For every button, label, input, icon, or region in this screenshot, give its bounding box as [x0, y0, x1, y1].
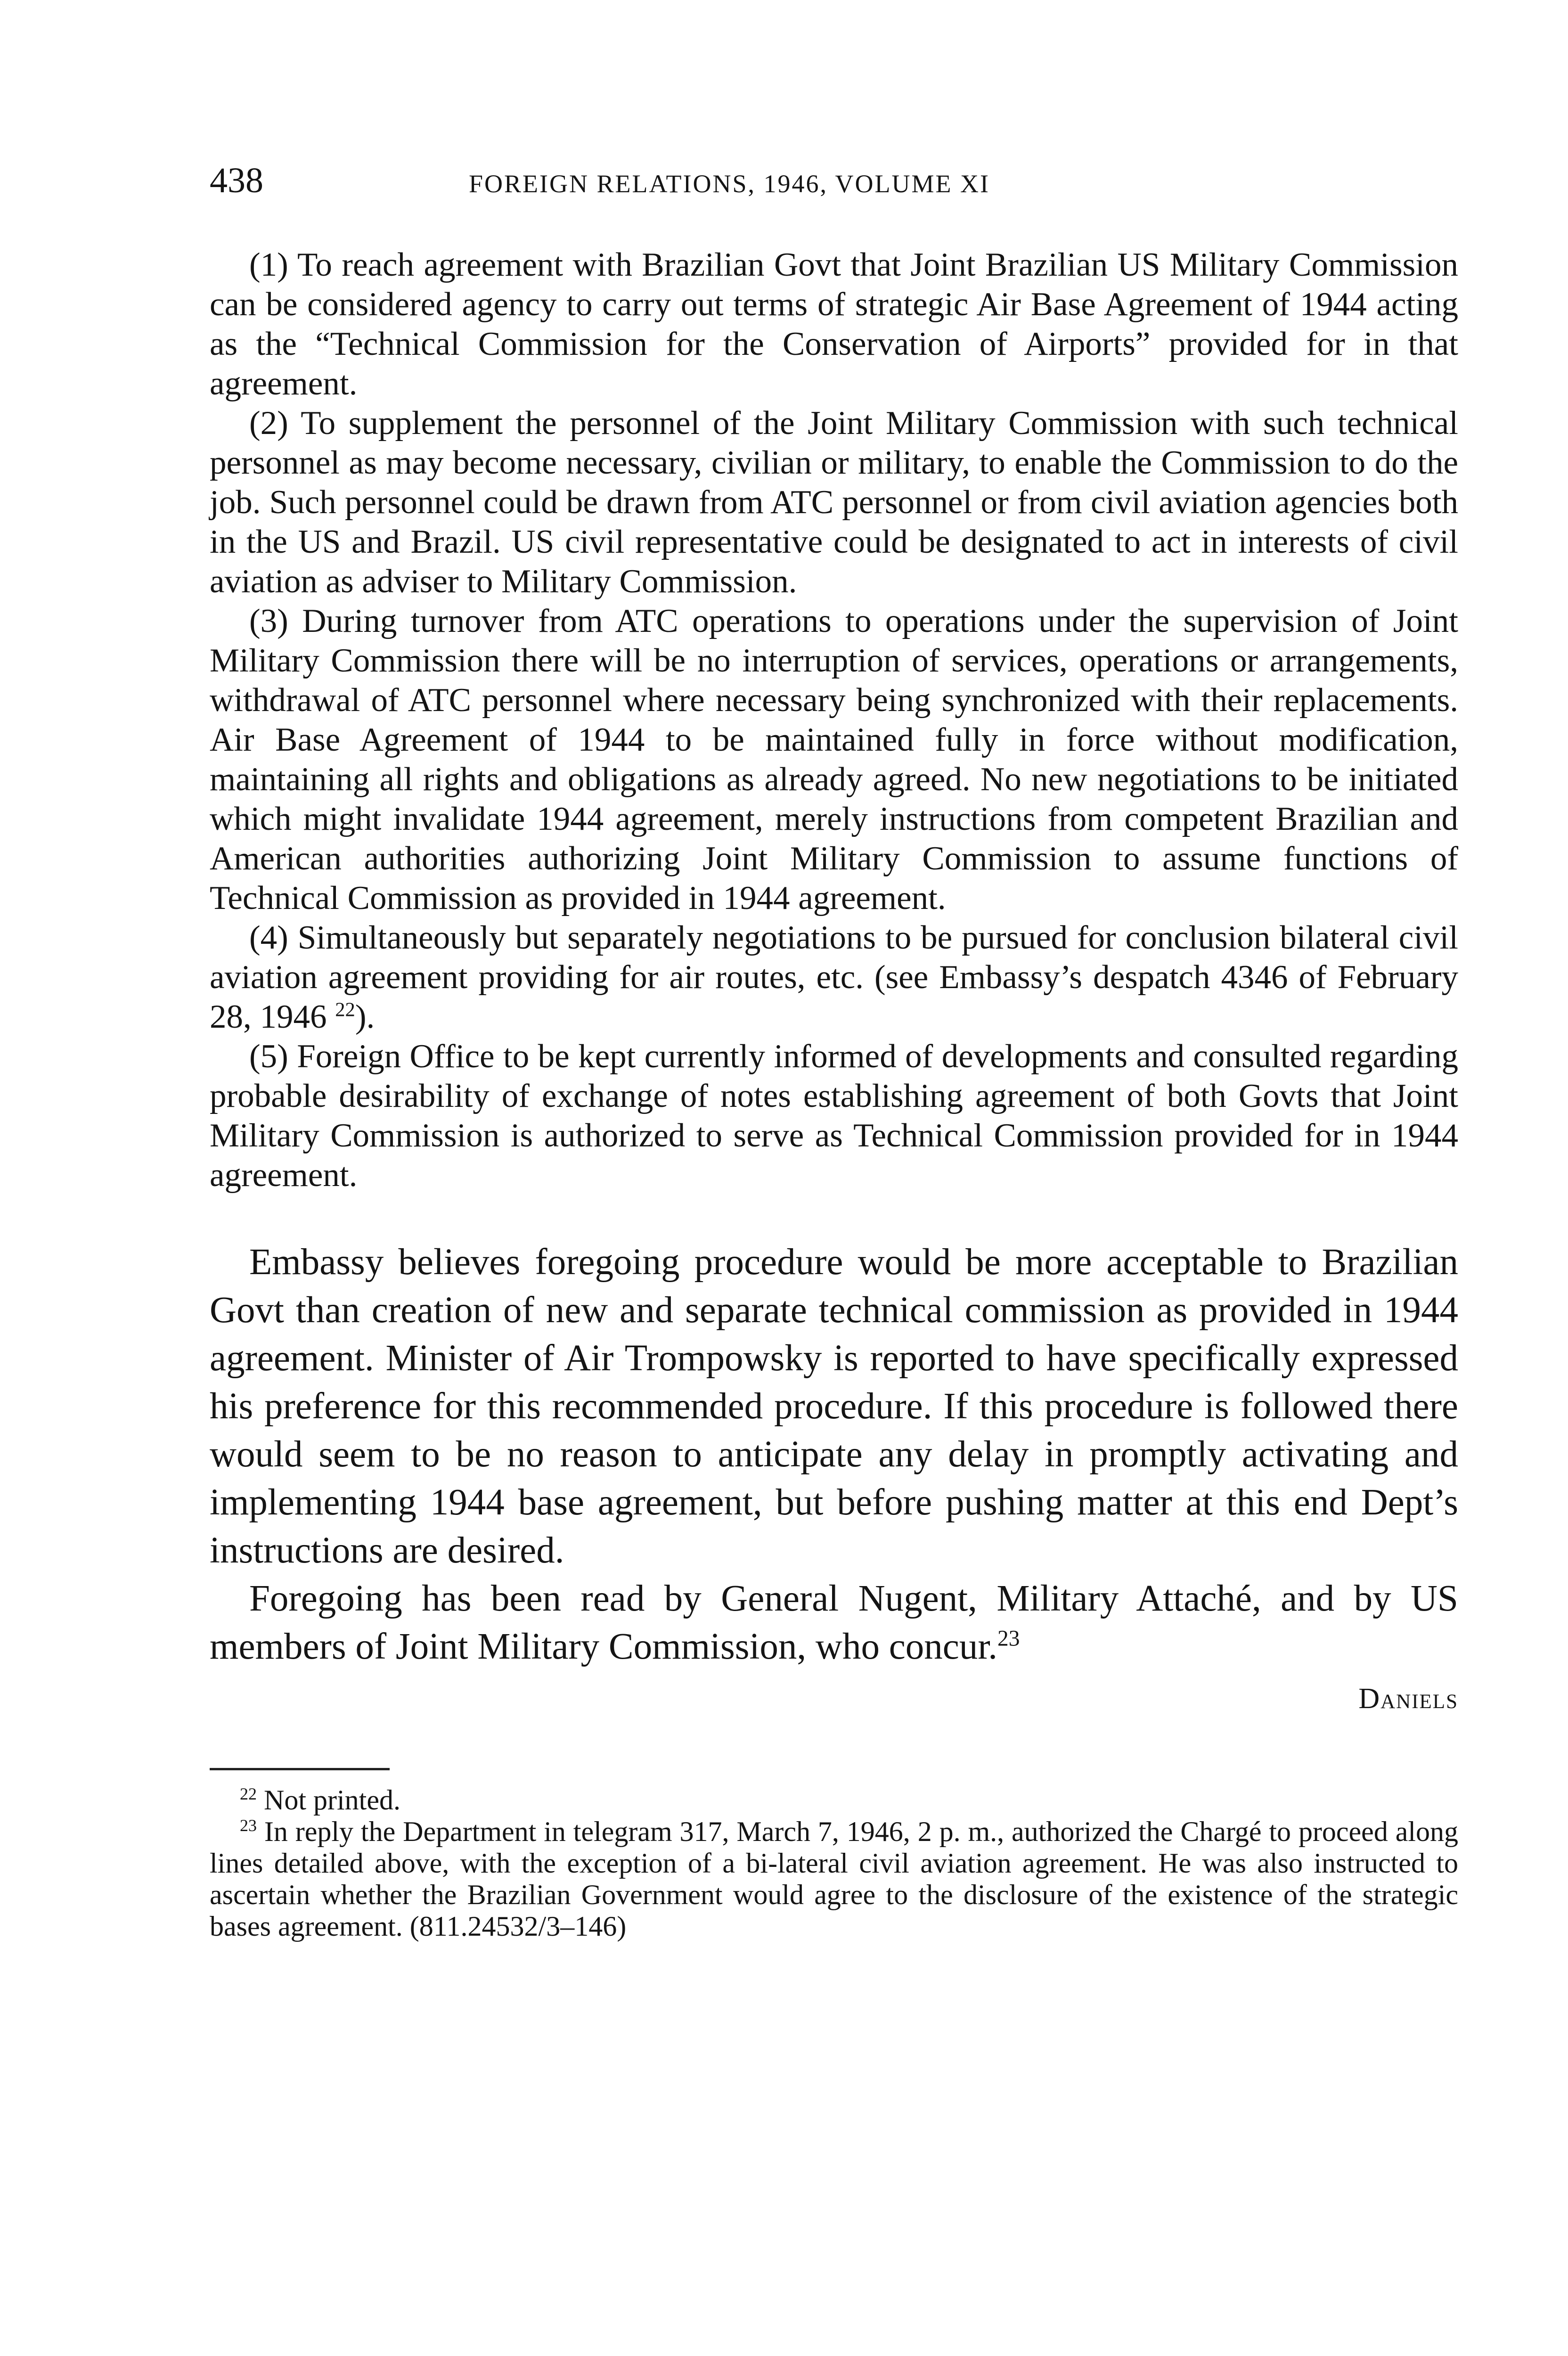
signature: Daniels [1358, 1683, 1458, 1715]
body-paragraph-2-text: Foregoing has been read by General Nugent, Military Attaché, and by US members of Joint Military Commission, who concur. [210, 1578, 1458, 1667]
page-header [210, 160, 1458, 212]
telegram-body [210, 1238, 1458, 1723]
footnote-divider [210, 1768, 390, 1770]
item-2: (2) To supplement the personnel of the Joint Military Commission with such technical personnel as may become necessary, civilian or military, to enable the Commission to do the job. Such personnel could be drawn from ATC personnel or from civil aviation agencies both in the US and Brazil. US civil representative could be designated to act in interests of civil aviation as adviser to Military Commission. [210, 405, 1458, 600]
document-page [210, 160, 1458, 1942]
item-1: (1) To reach agreement with Brazilian Govt that Joint Brazilian US Military Commission can be considered agency to carry out terms of strategic Air Base Agreement of 1944 acting as the “Technical Commission for the Conservation of Airports” provided for in that agreement. [210, 246, 1458, 402]
item-4-text: (4) Simultaneously but separately negotiations to be pursued for conclusion bilateral civil aviation agreement providing for air routes, etc. (see Embassy’s despatch 4346 of February 28, 1946 [210, 919, 1458, 1035]
body-paragraph-2 [210, 1575, 1458, 1671]
footnote-text: In reply the Department in telegram 317, March 7, 1946, 2 p. m., authorized the Chargé to proceed along lines detailed above, with the exception of a bi-lateral civil aviation agreement. He was also instructed to ascertain whether the Brazilian Government would agree to the disclosure of the existence of the strategic bases agreement. (811.24532/3–146) [210, 1816, 1459, 1942]
body-paragraph-1: Embassy believes foregoing procedure would be more acceptable to Brazilian Govt than creation of new and separate technical commission as provided in 1944 agreement. Minister of Air Trompowsky is reported to have specifically expressed his preference for this recommended procedure. If this procedure is followed there would seem to be no reason to anticipate any delay in promptly activating and implementing 1944 base agreement, but before pushing matter at this end Dept’s instructions are desired. [210, 1242, 1458, 1571]
footnote-ref-23: 23 [997, 1626, 1020, 1651]
footnote-marker: 22 [240, 1784, 257, 1803]
footnote-ref-22: 22 [335, 998, 355, 1021]
item-4-close: ). [355, 998, 375, 1035]
footnote-23 [210, 1816, 1458, 1942]
running-head: FOREIGN RELATIONS, 1946, VOLUME XI [469, 170, 990, 198]
item-3: (3) During turnover from ATC operations to operations under the supervision of Joint Military Commission there will be no interruption of services, operations or arrangements, withdrawal of ATC personnel where necessary being synchronized with their replacements. Air Base Agreement of 1944 to be maintained fully in force without modification, maintaining all rights and obligations as already agreed. No new negotiations to be initiated which might invalidate 1944 agreement, merely instructions from competent Brazilian and American authorities authorizing Joint Military Commission to assume functions of Technical Commission as provided in 1944 agreement. [210, 603, 1458, 916]
footnote-marker: 23 [240, 1816, 257, 1835]
page-number: 438 [210, 161, 263, 200]
footnote-text: Not printed. [264, 1784, 400, 1816]
item-4 [210, 918, 1458, 1037]
item-5: (5) Foreign Office to be kept currently informed of developments and consulted regarding probable desirability of exchange of notes establishing agreement of both Govts that Joint Military Commission is authorized to serve as Technical Commission provided for in 1944 agreement. [210, 1038, 1458, 1194]
footnote-22 [210, 1784, 1458, 1816]
footnotes [210, 1784, 1458, 1942]
numbered-items [210, 245, 1458, 1195]
